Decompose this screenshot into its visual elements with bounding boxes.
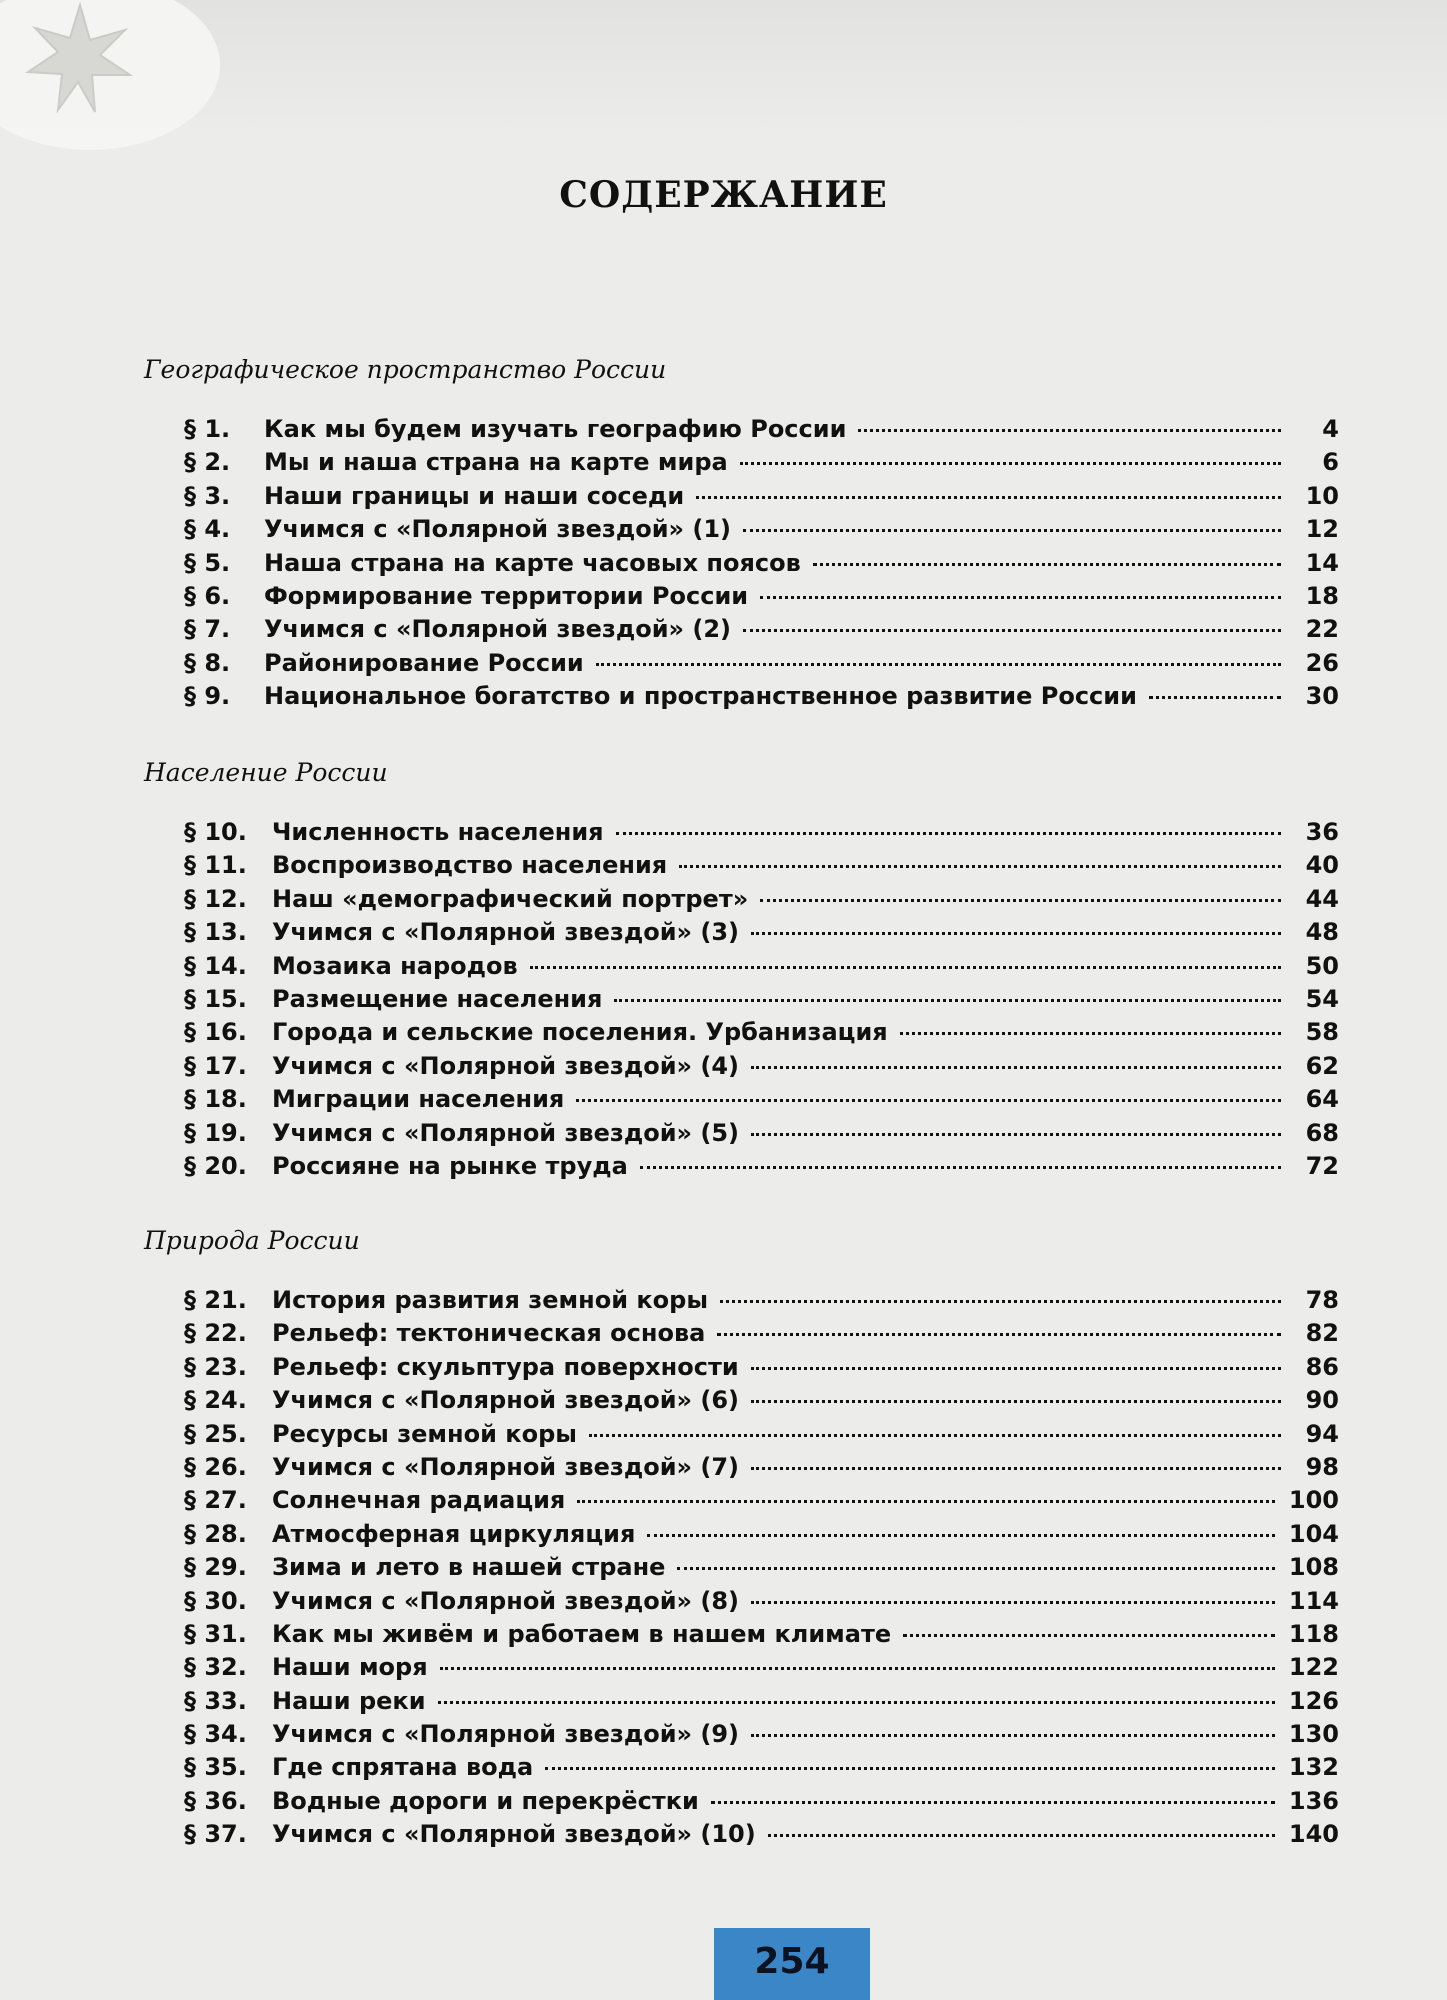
- paragraph-number: § 11.: [184, 851, 247, 880]
- entry-title: Учимся с «Полярной звездой» (3): [272, 918, 740, 947]
- toc-entry[interactable]: [184, 1486, 1339, 1519]
- dot-leader: [545, 1767, 1275, 1770]
- entry-title: Национальное богатство и пространственное развитие России: [264, 682, 1137, 711]
- toc-entry[interactable]: [184, 1386, 1339, 1419]
- entry-page-number: 54: [1305, 984, 1339, 1013]
- entry-title: Атмосферная циркуляция: [272, 1519, 636, 1548]
- entry-title: Учимся с «Полярной звездой» (2): [264, 615, 732, 644]
- paragraph-number: § 37.: [184, 1820, 247, 1849]
- toc-entry[interactable]: [184, 1687, 1339, 1720]
- dot-leader: [614, 999, 1281, 1002]
- dot-leader: [760, 899, 1281, 902]
- entry-page-number: 26: [1305, 648, 1339, 677]
- toc-entry[interactable]: [184, 1018, 1339, 1051]
- paragraph-number: § 7.: [184, 615, 231, 644]
- dot-leader: [903, 1634, 1275, 1637]
- entry-page-number: 68: [1305, 1118, 1339, 1147]
- dot-leader: [530, 966, 1281, 969]
- entry-page-number: 14: [1305, 548, 1339, 577]
- entry-title: Учимся с «Полярной звездой» (1): [264, 515, 732, 544]
- toc-section-geo-space: [144, 355, 1339, 716]
- section-title: Население России: [144, 758, 388, 787]
- entry-page-number: 48: [1305, 918, 1339, 947]
- toc-entry[interactable]: [184, 885, 1339, 918]
- toc-entry[interactable]: [184, 851, 1339, 884]
- paragraph-number: § 14.: [184, 951, 247, 980]
- entry-title: Учимся с «Полярной звездой» (8): [272, 1586, 740, 1615]
- toc-section-nature: [144, 1226, 1339, 1854]
- toc-entry[interactable]: [184, 1052, 1339, 1085]
- dot-leader: [677, 1567, 1274, 1570]
- entry-page-number: 4: [1322, 415, 1339, 443]
- entry-title: Формирование территории России: [264, 581, 749, 610]
- paragraph-number: § 6.: [184, 581, 231, 610]
- entry-title: Наши реки: [272, 1686, 426, 1715]
- toc-entry[interactable]: [184, 1720, 1339, 1753]
- toc-entry[interactable]: [184, 1520, 1339, 1553]
- toc-entry[interactable]: [184, 1353, 1339, 1386]
- dot-leader: [760, 596, 1281, 599]
- dot-leader: [900, 1032, 1281, 1035]
- entry-title: Наша страна на карте часовых поясов: [264, 548, 801, 577]
- paragraph-number: § 31.: [184, 1619, 247, 1648]
- entry-title: Районирование России: [264, 648, 584, 677]
- entry-page-number: 132: [1288, 1753, 1339, 1782]
- entry-page-number: 12: [1305, 515, 1339, 544]
- dot-leader: [438, 1701, 1275, 1704]
- entry-page-number: 58: [1305, 1018, 1339, 1047]
- entry-title: Рельеф: тектоническая основа: [272, 1319, 706, 1348]
- dot-leader: [720, 1300, 1281, 1303]
- toc-entry[interactable]: [184, 1653, 1339, 1686]
- dot-leader: [1149, 696, 1281, 699]
- dot-leader: [589, 1434, 1281, 1437]
- dot-leader: [717, 1333, 1281, 1336]
- paragraph-number: § 15.: [184, 984, 247, 1013]
- paragraph-number: § 28.: [184, 1519, 247, 1548]
- dot-leader: [576, 1099, 1281, 1102]
- paragraph-number: § 35.: [184, 1753, 247, 1782]
- toc-entry[interactable]: [184, 918, 1339, 951]
- paragraph-number: § 23.: [184, 1352, 247, 1381]
- dot-leader: [751, 1400, 1281, 1403]
- paragraph-number: § 22.: [184, 1319, 247, 1348]
- entry-page-number: 100: [1288, 1486, 1339, 1515]
- paragraph-number: § 25.: [184, 1419, 247, 1448]
- entry-page-number: 82: [1305, 1319, 1339, 1348]
- entry-page-number: 10: [1305, 481, 1339, 510]
- entry-page-number: 86: [1305, 1352, 1339, 1381]
- entry-title: Зима и лето в нашей стране: [272, 1553, 666, 1582]
- entry-page-number: 136: [1288, 1786, 1339, 1815]
- toc-list: [184, 818, 1339, 1185]
- entry-title: Размещение населения: [272, 984, 603, 1013]
- toc-entry[interactable]: [184, 649, 1339, 682]
- toc-entry[interactable]: [184, 1620, 1339, 1653]
- toc-entry[interactable]: [184, 549, 1339, 582]
- toc-entry[interactable]: [184, 682, 1339, 715]
- dot-leader: [743, 629, 1281, 632]
- toc-section-population: [144, 758, 1339, 1185]
- toc-entry[interactable]: [184, 615, 1339, 648]
- toc-entry[interactable]: [184, 1319, 1339, 1352]
- toc-entry[interactable]: [184, 1453, 1339, 1486]
- paragraph-number: § 18.: [184, 1085, 247, 1114]
- entry-title: Наш «демографический портрет»: [272, 884, 749, 913]
- paragraph-number: § 4.: [184, 515, 231, 544]
- paragraph-number: § 32.: [184, 1653, 247, 1682]
- dot-leader: [740, 462, 1281, 465]
- dot-leader: [577, 1500, 1275, 1503]
- entry-page-number: 122: [1288, 1653, 1339, 1682]
- entry-title: Учимся с «Полярной звездой» (9): [272, 1720, 740, 1749]
- paragraph-number: § 27.: [184, 1486, 247, 1515]
- entry-title: Города и сельские поселения. Урбанизация: [272, 1018, 888, 1047]
- toc-entry[interactable]: [184, 818, 1339, 851]
- entry-title: Учимся с «Полярной звездой» (10): [272, 1820, 756, 1849]
- entry-page-number: 64: [1305, 1085, 1339, 1114]
- entry-title: Как мы будем изучать географию России: [264, 415, 847, 443]
- dot-leader: [616, 832, 1281, 835]
- dot-leader: [696, 496, 1281, 499]
- paragraph-number: § 3.: [184, 481, 231, 510]
- dot-leader: [751, 1133, 1281, 1136]
- dot-leader: [768, 1834, 1275, 1837]
- paragraph-number: § 19.: [184, 1118, 247, 1147]
- paragraph-number: § 26.: [184, 1452, 247, 1481]
- entry-title: Как мы живём и работаем в нашем климате: [272, 1619, 892, 1648]
- paragraph-number: § 17.: [184, 1051, 247, 1080]
- paragraph-number: § 8.: [184, 648, 231, 677]
- toc-entry[interactable]: [184, 1587, 1339, 1620]
- entry-page-number: 62: [1305, 1051, 1339, 1080]
- entry-title: История развития земной коры: [272, 1286, 709, 1314]
- dot-leader: [751, 1467, 1281, 1470]
- entry-title: Миграции населения: [272, 1085, 565, 1114]
- dot-leader: [858, 429, 1281, 432]
- toc-entry[interactable]: [184, 582, 1339, 615]
- dot-leader: [679, 865, 1281, 868]
- toc-entry[interactable]: [184, 415, 1339, 448]
- entry-page-number: 36: [1305, 818, 1339, 846]
- entry-page-number: 22: [1305, 615, 1339, 644]
- entry-title: Наши границы и наши соседи: [264, 481, 685, 510]
- toc-entry[interactable]: [184, 482, 1339, 515]
- entry-title: Рельеф: скульптура поверхности: [272, 1352, 739, 1381]
- dot-leader: [440, 1667, 1275, 1670]
- paragraph-number: § 1.: [184, 415, 231, 443]
- paragraph-number: § 34.: [184, 1720, 247, 1749]
- toc-entry[interactable]: [184, 1286, 1339, 1319]
- entry-title: Солнечная радиация: [272, 1486, 566, 1515]
- dot-leader: [647, 1534, 1275, 1537]
- paragraph-number: § 36.: [184, 1786, 247, 1815]
- toc-list: [184, 415, 1339, 716]
- toc-entry[interactable]: [184, 1119, 1339, 1152]
- entry-page-number: 118: [1288, 1619, 1339, 1648]
- entry-page-number: 40: [1305, 851, 1339, 880]
- toc-list: [184, 1286, 1339, 1854]
- entry-title: Наши моря: [272, 1653, 428, 1682]
- toc-entry[interactable]: [184, 1420, 1339, 1453]
- entry-page-number: 126: [1288, 1686, 1339, 1715]
- page-number: 254: [714, 1928, 870, 2000]
- paragraph-number: § 24.: [184, 1386, 247, 1415]
- section-title: Природа России: [144, 1226, 360, 1255]
- paragraph-number: § 33.: [184, 1686, 247, 1715]
- dot-leader: [751, 1734, 1275, 1737]
- entry-title: Воспроизводство населения: [272, 851, 668, 880]
- entry-page-number: 94: [1305, 1419, 1339, 1448]
- entry-title: Ресурсы земной коры: [272, 1419, 577, 1448]
- dot-leader: [743, 529, 1281, 532]
- toc-entry[interactable]: [184, 515, 1339, 548]
- paragraph-number: § 20.: [184, 1151, 247, 1180]
- entry-title: Мы и наша страна на карте мира: [264, 448, 728, 477]
- entry-title: Численность населения: [272, 818, 604, 846]
- star-ornament-icon: [20, 0, 140, 120]
- entry-page-number: 114: [1288, 1586, 1339, 1615]
- dot-leader: [813, 563, 1281, 566]
- entry-page-number: 72: [1305, 1151, 1339, 1180]
- paragraph-number: § 9.: [184, 682, 231, 711]
- paragraph-number: § 30.: [184, 1586, 247, 1615]
- toc-entry[interactable]: [184, 1753, 1339, 1786]
- dot-leader: [751, 1601, 1275, 1604]
- entry-page-number: 98: [1305, 1452, 1339, 1481]
- entry-title: Учимся с «Полярной звездой» (7): [272, 1452, 740, 1481]
- entry-page-number: 104: [1288, 1519, 1339, 1548]
- page-title: СОДЕРЖАНИЕ: [559, 174, 888, 217]
- paragraph-number: § 5.: [184, 548, 231, 577]
- entry-title: Россияне на рынке труда: [272, 1151, 628, 1180]
- dot-leader: [640, 1166, 1281, 1169]
- paragraph-number: § 16.: [184, 1018, 247, 1047]
- toc-entry[interactable]: [184, 1553, 1339, 1586]
- entry-title: Мозаика народов: [272, 951, 518, 980]
- toc-entry[interactable]: [184, 448, 1339, 481]
- paragraph-number: § 13.: [184, 918, 247, 947]
- toc-entry[interactable]: [184, 1152, 1339, 1185]
- section-title: Географическое пространство России: [144, 355, 667, 384]
- entry-title: Где спрятана вода: [272, 1753, 534, 1782]
- entry-page-number: 78: [1305, 1286, 1339, 1314]
- dot-leader: [751, 1367, 1281, 1370]
- entry-title: Водные дороги и перекрёстки: [272, 1786, 699, 1815]
- toc-entry[interactable]: [184, 1085, 1339, 1118]
- toc-entry[interactable]: [184, 985, 1339, 1018]
- dot-leader: [751, 1066, 1281, 1069]
- entry-page-number: 108: [1288, 1553, 1339, 1582]
- entry-page-number: 6: [1322, 448, 1339, 477]
- entry-page-number: 90: [1305, 1386, 1339, 1415]
- entry-page-number: 18: [1305, 581, 1339, 610]
- dot-leader: [711, 1801, 1275, 1804]
- paragraph-number: § 21.: [184, 1286, 247, 1314]
- entry-title: Учимся с «Полярной звездой» (6): [272, 1386, 740, 1415]
- paragraph-number: § 29.: [184, 1553, 247, 1582]
- entry-page-number: 130: [1288, 1720, 1339, 1749]
- toc-entry[interactable]: [184, 952, 1339, 985]
- dot-leader: [596, 663, 1281, 666]
- toc-entry[interactable]: [184, 1787, 1339, 1820]
- entry-page-number: 44: [1305, 884, 1339, 913]
- paragraph-number: § 12.: [184, 884, 247, 913]
- dot-leader: [751, 932, 1281, 935]
- entry-page-number: 140: [1288, 1820, 1339, 1849]
- entry-title: Учимся с «Полярной звездой» (5): [272, 1118, 740, 1147]
- paragraph-number: § 2.: [184, 448, 231, 477]
- entry-title: Учимся с «Полярной звездой» (4): [272, 1051, 740, 1080]
- entry-page-number: 50: [1305, 951, 1339, 980]
- entry-page-number: 30: [1305, 682, 1339, 711]
- paragraph-number: § 10.: [184, 818, 247, 846]
- toc-entry[interactable]: [184, 1820, 1339, 1853]
